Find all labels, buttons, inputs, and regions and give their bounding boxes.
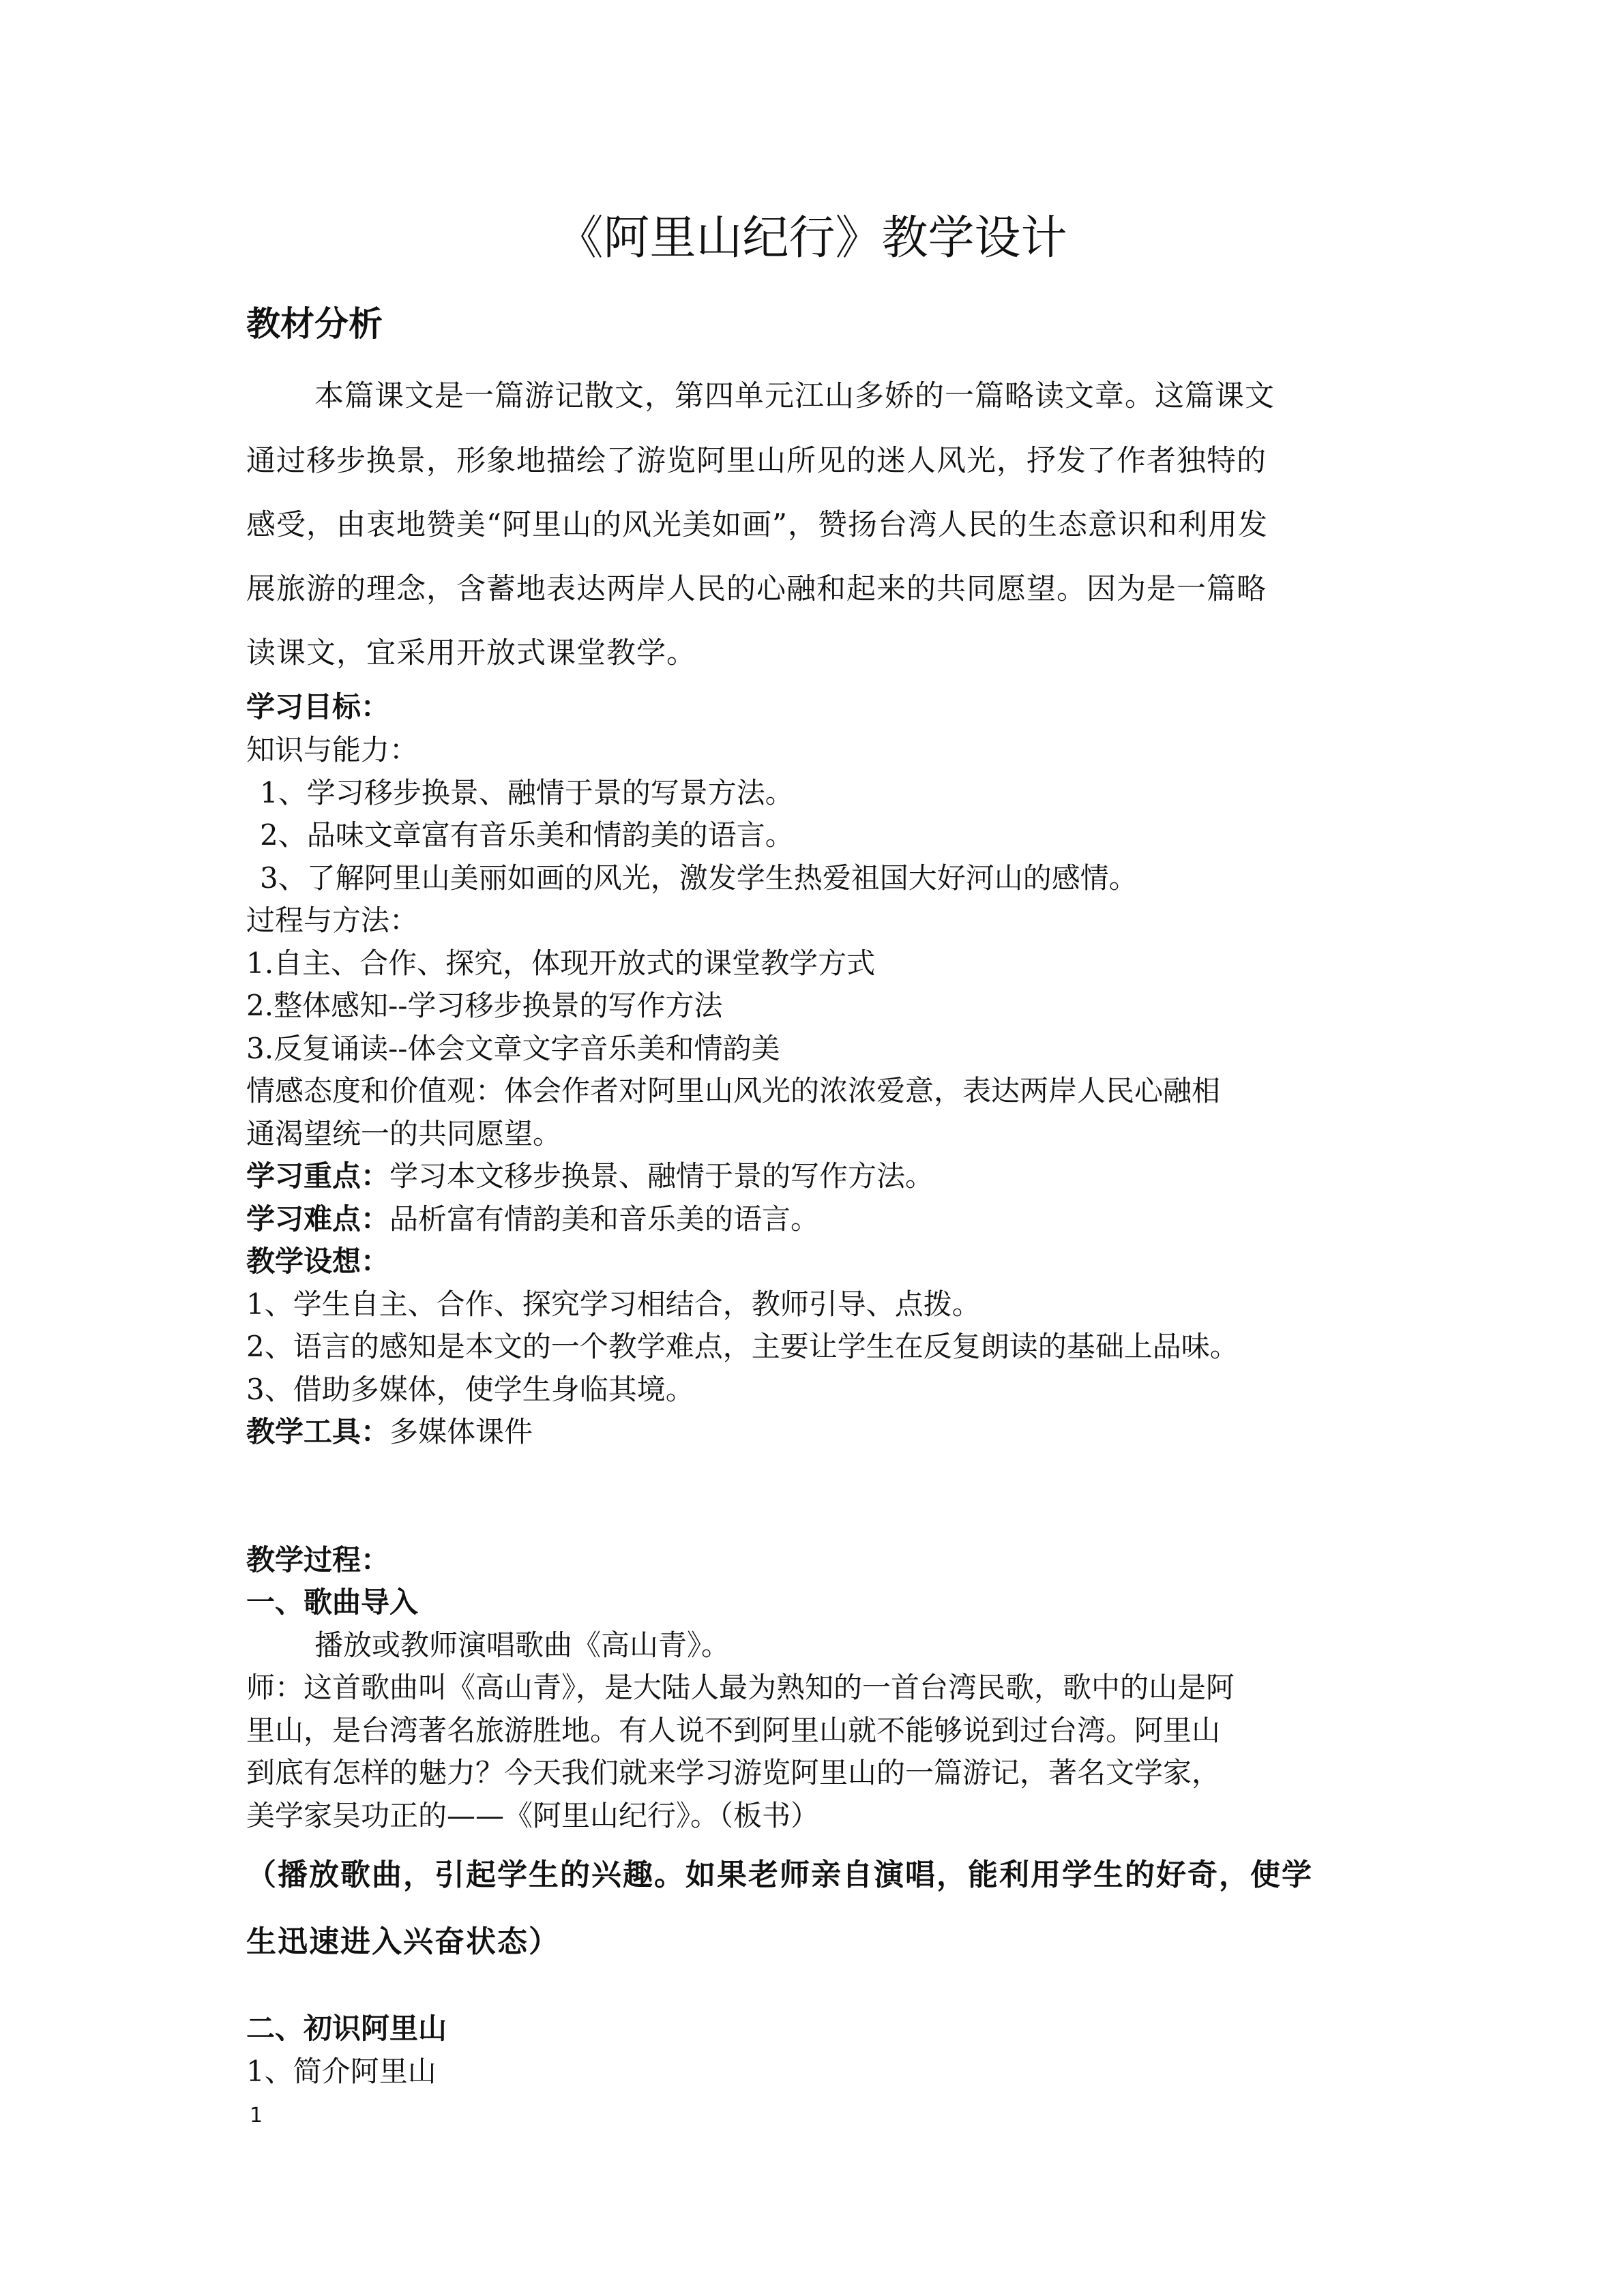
teacher-line: 里山，是台湾著名旅游胜地。有人说不到阿里山就不能够说到过台湾。阿里山: [246, 1714, 1221, 1747]
part1-intro: 播放或教师演唱歌曲《高山青》。: [314, 1628, 730, 1662]
part2-heading: 二、初识阿里山: [246, 2012, 447, 2045]
tools: [246, 1412, 533, 1452]
teacher-line: 师：这首歌曲叫《高山青》，是大陆人最为熟知的一首台湾民歌，歌中的山是阿: [246, 1671, 1235, 1704]
part1-heading: 一、歌曲导入: [246, 1585, 419, 1619]
difficult-point-label: 学习难点：: [246, 1202, 390, 1236]
process-label: 过程与方法：: [246, 904, 419, 937]
analysis-line: 读课文，宜采用开放式课堂教学。: [246, 636, 696, 670]
key-point-label: 学习重点：: [246, 1159, 390, 1193]
process-item: 3.反复诵读--体会文章文字音乐美和情韵美: [246, 1032, 780, 1065]
part2-item: 1、简介阿里山: [246, 2055, 437, 2088]
key-point-text: 学习本文移步换景、融情于景的写作方法。: [389, 1159, 934, 1193]
difficult-point-text: 品析富有情韵美和音乐美的语言。: [389, 1202, 820, 1236]
document-title: 《阿里山纪行》教学设计: [557, 211, 1067, 265]
analysis-line: 展旅游的理念，含蓄地表达两岸人民的心融和起来的共同愿望。因为是一篇略: [246, 572, 1267, 606]
emotion-line: 情感态度和价值观：体会作者对阿里山风光的浓浓爱意，表达两岸人民心融相: [246, 1074, 1221, 1107]
emotion-line: 通渴望统一的共同愿望。: [246, 1117, 562, 1150]
key-point: [246, 1157, 934, 1196]
knowledge-item: 3、了解阿里山美丽如画的风光，激发学生热爱祖国大好河山的感情。: [260, 861, 1138, 895]
analysis-heading: 教材分析: [246, 304, 383, 344]
design-item: 2、语言的感知是本文的一个教学难点，主要让学生在反复朗读的基础上品味。: [246, 1330, 1239, 1363]
tools-text: 多媒体课件: [389, 1415, 533, 1448]
design-item: 1、学生自主、合作、探究学习相结合，教师引导、点拨。: [246, 1287, 981, 1321]
analysis-line: 感受，由衷地赞美“阿里山的风光美如画”，赞扬台湾人民的生态意识和利用发: [246, 508, 1268, 542]
note-line: 生迅速进入兴奋状态）: [246, 1924, 560, 1959]
design-item: 3、借助多媒体，使学生身临其境。: [246, 1373, 694, 1406]
teacher-line: 美学家吴功正的——《阿里山纪行》。（板书）: [246, 1799, 820, 1832]
knowledge-item: 1、学习移步换景、融情于景的写景方法。: [260, 776, 794, 809]
objectives-heading: 学习目标：: [246, 690, 390, 724]
process-item: 1.自主、合作、探究，体现开放式的课堂教学方式: [246, 946, 876, 980]
teacher-line: 到底有怎样的魅力？今天我们就来学习游览阿里山的一篇游记，著名文学家，: [246, 1756, 1221, 1789]
process-heading: 教学过程：: [246, 1543, 390, 1577]
note-line: （播放歌曲，引起学生的兴趣。如果老师亲自演唱，能利用学生的好奇，使学: [246, 1858, 1313, 1892]
tools-label: 教学工具：: [246, 1415, 390, 1448]
page-number: 1: [250, 2104, 263, 2128]
knowledge-item: 2、品味文章富有音乐美和情韵美的语言。: [260, 818, 794, 852]
design-heading: 教学设想：: [246, 1244, 390, 1278]
analysis-line: 通过移步换景，形象地描绘了游览阿里山所见的迷人风光，抒发了作者独特的: [246, 444, 1267, 478]
analysis-line: 本篇课文是一篇游记散文，第四单元江山多娇的一篇略读文章。这篇课文: [314, 379, 1275, 413]
knowledge-label: 知识与能力：: [246, 733, 419, 766]
difficult-point: [246, 1199, 819, 1239]
process-item: 2.整体感知--学习移步换景的写作方法: [246, 989, 723, 1022]
